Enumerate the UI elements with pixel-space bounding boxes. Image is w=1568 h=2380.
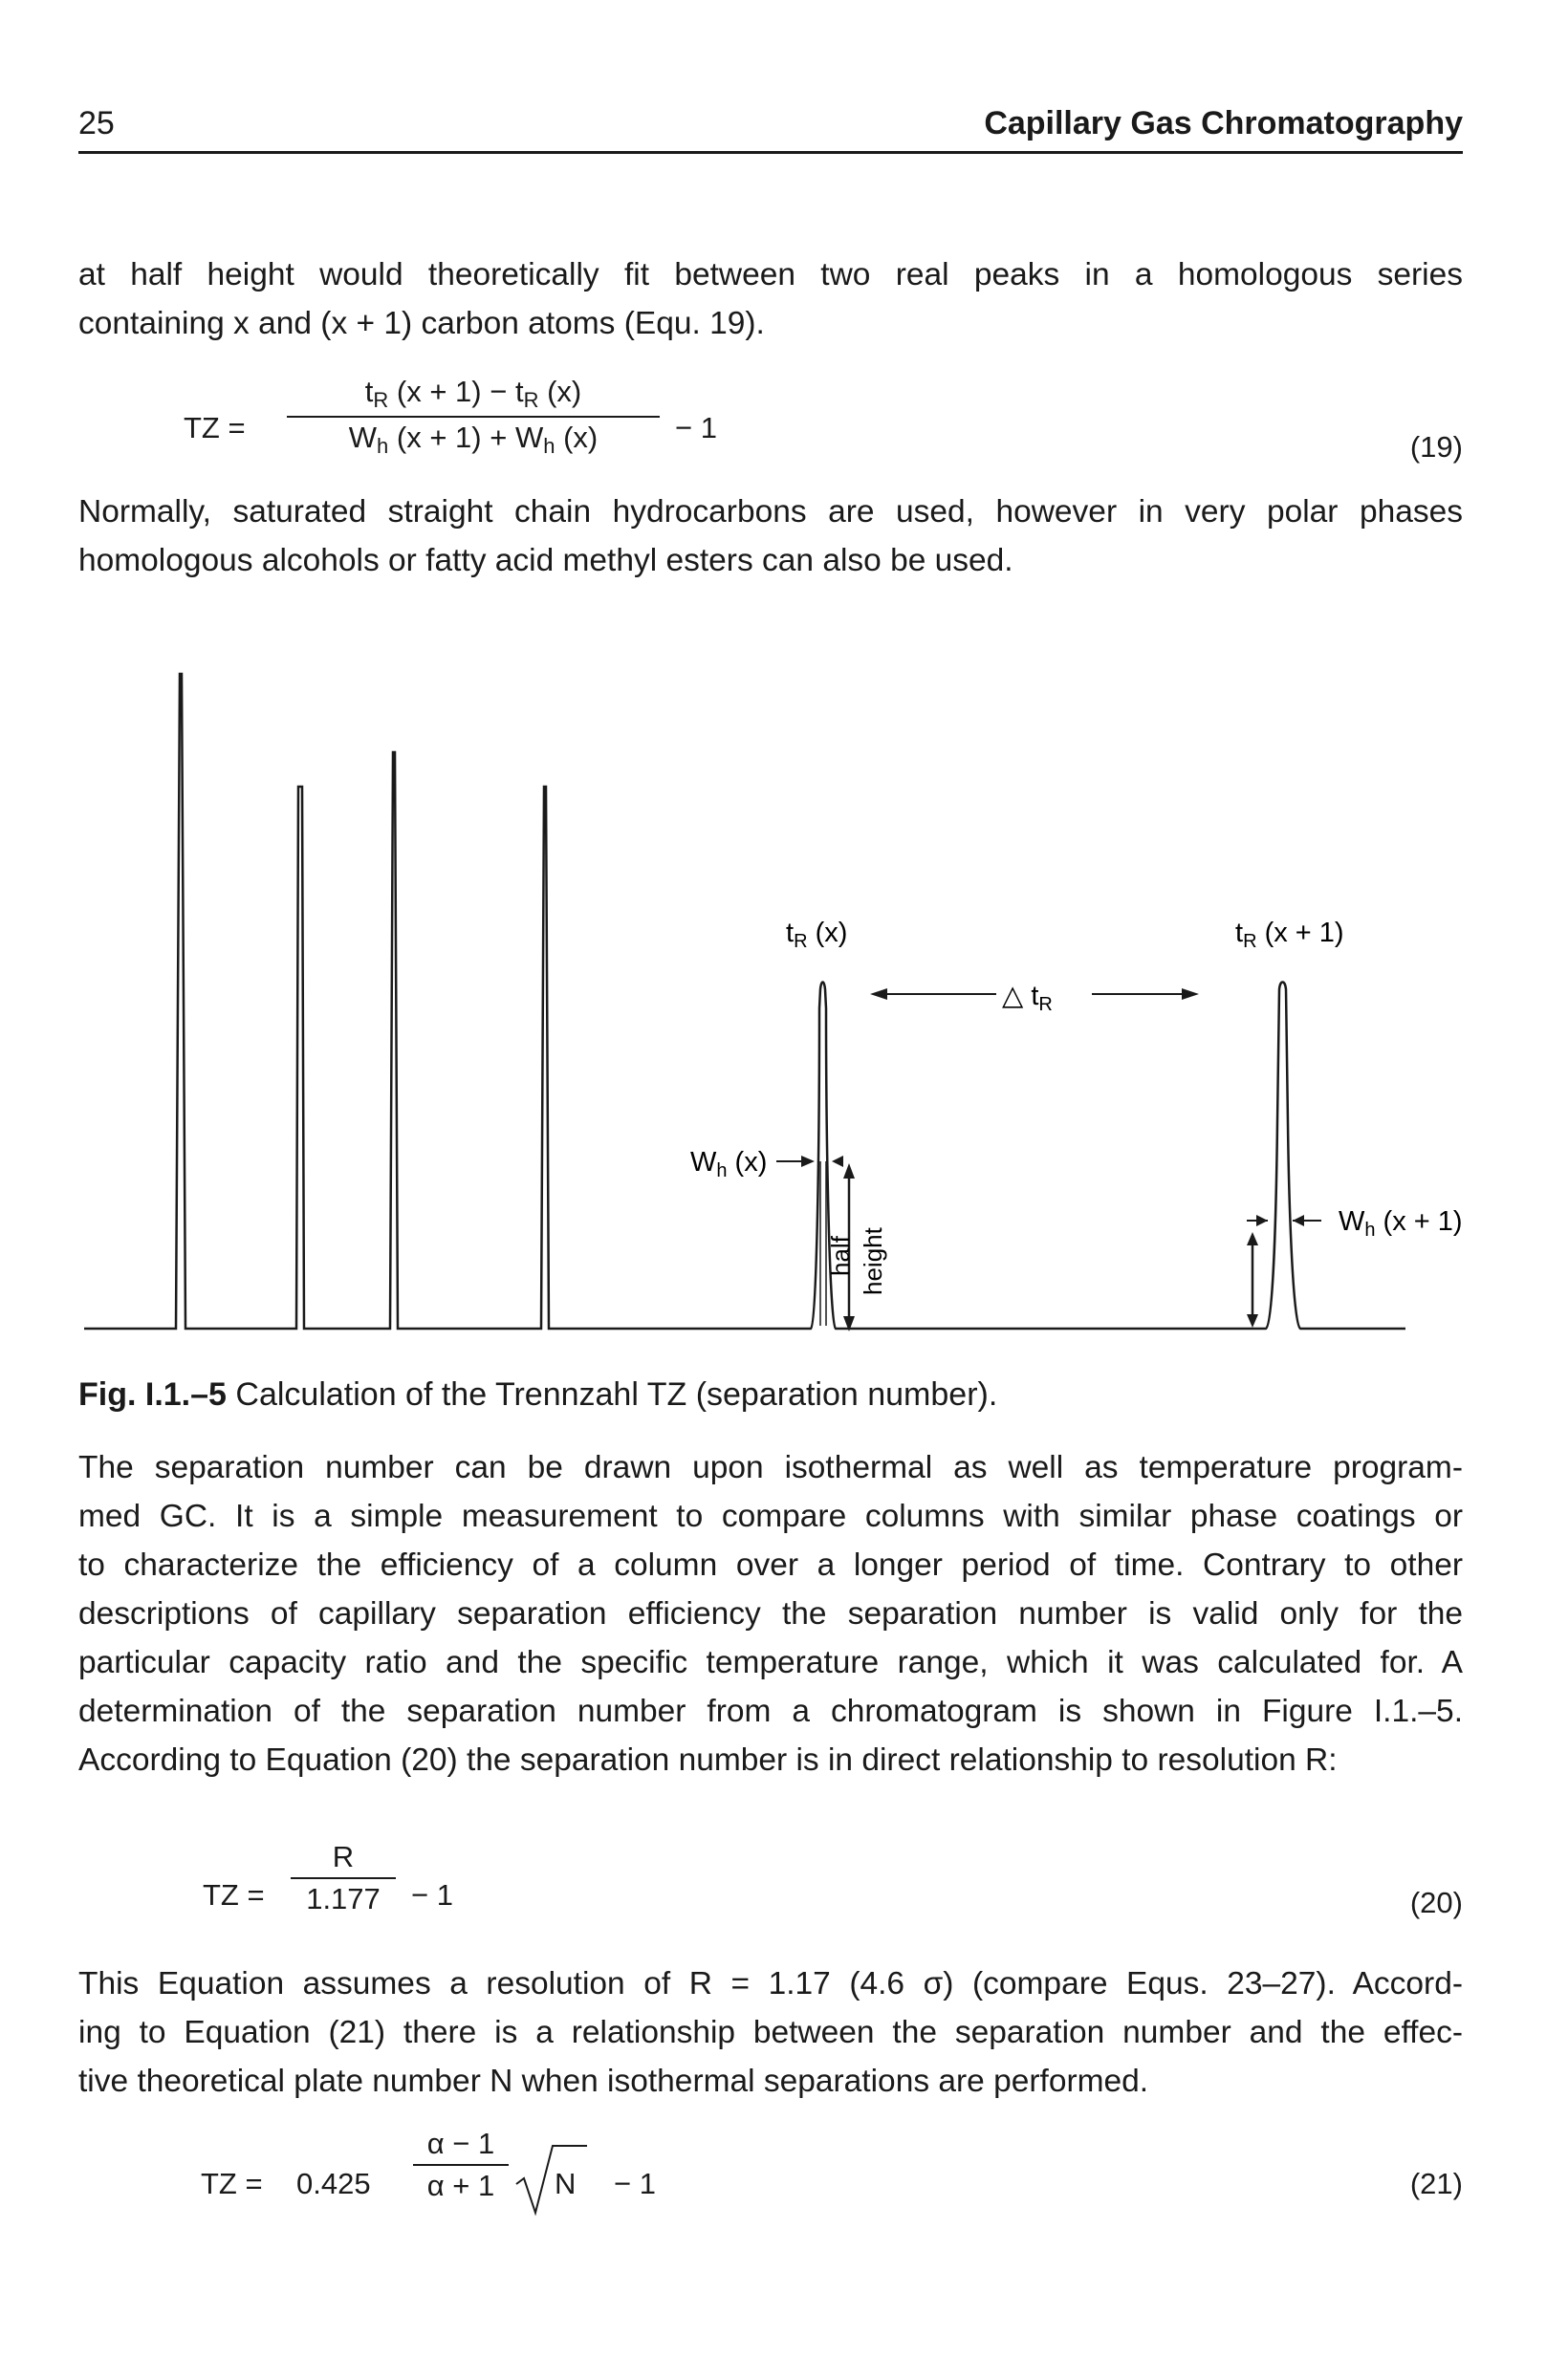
label-half: half [826, 1236, 855, 1276]
arrowhead [1247, 1314, 1258, 1328]
equation-coefficient: 0.425 [296, 2167, 371, 2200]
equation-19 [78, 375, 1463, 480]
equation-numerator: R [332, 1840, 355, 1873]
arrowhead [870, 988, 887, 1000]
equation-numerator: α − 1 [426, 2127, 495, 2160]
text-line: med GC. It is a simple measurement to compare columns with similar phase coatings or [78, 1499, 1463, 1534]
label-delta-tr: △ $t_R$ [1002, 981, 1053, 1015]
equation-20 [78, 1840, 1463, 1945]
arrowhead [1293, 1215, 1304, 1226]
label-wh-x: $W_h$ (x) [690, 1147, 768, 1181]
text-line: ing to Equation (21) there is a relationship between the separation number and the effec- [78, 2015, 1463, 2050]
equation-rhs: − 1 [675, 411, 717, 444]
fraction-bar [291, 1877, 396, 1879]
equation-denominator: α + 1 [426, 2169, 495, 2202]
figure-caption: Fig. I.1.–5 Calculation of the Trennzahl TZ (separation number). [78, 1376, 998, 1413]
equation-denominator: 1.177 [306, 1882, 381, 1915]
equation-fraction [287, 375, 660, 459]
text-line: at half height would theoretically fit between two real peaks in a homologous series [78, 257, 1463, 292]
page-number: 25 [78, 105, 115, 141]
equation-denominator: $W_h$ $(x + 1) + W_h$ (x) [348, 421, 599, 458]
equation-lhs: TZ = [201, 2167, 263, 2200]
text-line: containing x and (x + 1) carbon atoms (Equ. 19). [78, 306, 765, 341]
equation-numerator: $t_R$ $(x + 1) - t_R$ (x) [364, 375, 582, 412]
label-wh-x1: $W_h$ (x + 1) [1339, 1206, 1463, 1241]
equation-number: (19) [1409, 430, 1463, 464]
label-tr-x1: $t_R$ (x + 1) [1235, 918, 1344, 952]
fraction-bar [413, 2164, 509, 2166]
equation-number: (21) [1409, 2167, 1463, 2200]
paragraph-4 [78, 1959, 1463, 2106]
text-line: particular capacity ratio and the specific temperature range, which it was calculated for. A [78, 1645, 1463, 1680]
paragraph-1 [78, 250, 1463, 348]
arrowhead [832, 1156, 843, 1167]
text-line: homologous alcohols or fatty acid methyl esters can also be used. [78, 543, 1013, 578]
equation-number: (20) [1409, 1886, 1463, 1919]
text-line: According to Equation (20) the separation number is in direct relationship to resolution R: [78, 1742, 1338, 1778]
arrowhead [1182, 988, 1199, 1000]
equation-lhs: TZ = [184, 411, 246, 444]
arrowhead [1256, 1215, 1268, 1226]
running-title: Capillary Gas Chromatography [984, 105, 1463, 141]
equation-lhs: TZ = [203, 1878, 265, 1912]
chromatogram-figure [78, 664, 1493, 1352]
paragraph-3 [78, 1443, 1463, 1785]
equation-fraction [413, 2127, 509, 2203]
text-line: This Equation assumes a resolution of R = 1.17 (4.6 σ) (compare Equs. 23–27). Accord- [78, 1966, 1463, 2001]
equation-rhs: − 1 [614, 2167, 656, 2200]
arrowhead [1247, 1232, 1258, 1245]
arrowhead [843, 1163, 855, 1179]
radical-sign [514, 2140, 587, 2217]
equation-21 [78, 2127, 1463, 2232]
text-line: The separation number can be drawn upon isothermal as well as temperature program- [78, 1450, 1463, 1485]
text-line: determination of the separation number from a chromatogram is shown in Figure I.1.–5. [78, 1694, 1463, 1729]
label-height: height [859, 1227, 887, 1295]
label-tr-x: $t_R$ (x) [786, 918, 848, 952]
running-header [78, 103, 1463, 154]
equation-rhs: − 1 [411, 1878, 453, 1912]
text-line: descriptions of capillary separation efficiency the separation number is valid only for the [78, 1596, 1463, 1632]
fraction-bar [287, 416, 660, 418]
text-line: tive theoretical plate number N when isothermal separations are performed. [78, 2064, 1149, 2099]
text-line: to characterize the efficiency of a column over a longer period of time. Contrary to other [78, 1547, 1463, 1583]
text-line: Normally, saturated straight chain hydrocarbons are used, however in very polar phases [78, 494, 1463, 530]
equation-radicand: N [555, 2167, 577, 2200]
arrowhead [801, 1156, 815, 1167]
chromatogram-trace [84, 674, 1405, 1329]
equation-fraction [291, 1840, 396, 1916]
paragraph-2 [78, 487, 1463, 585]
